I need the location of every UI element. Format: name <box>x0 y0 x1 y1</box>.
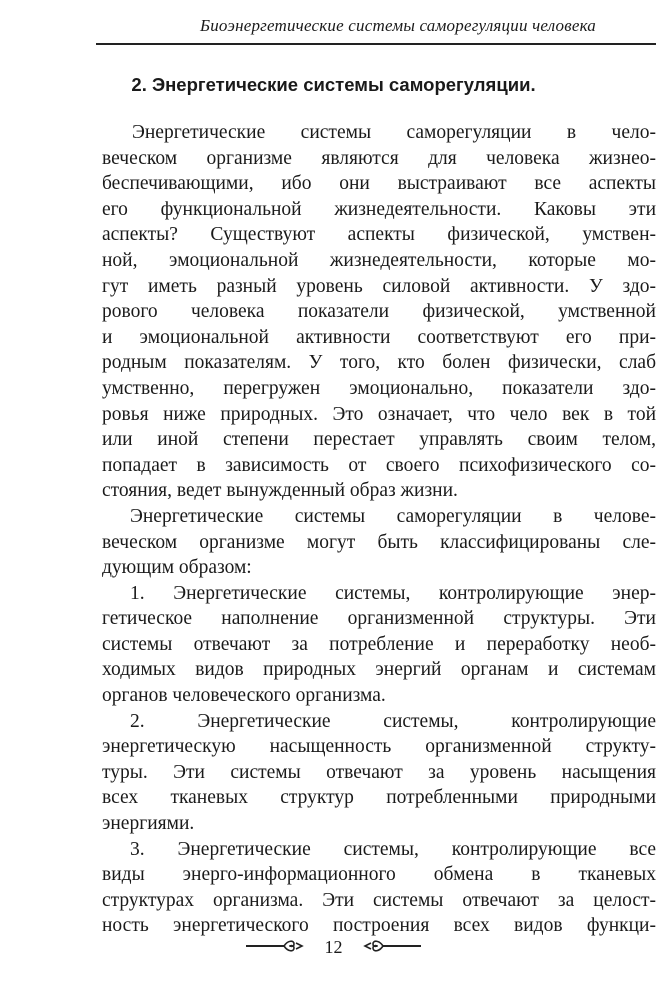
text-line: рового человека показатели физической, умственной <box>102 301 656 323</box>
left-ornament-icon <box>244 937 306 958</box>
text-line: всех тканевых структур потребленными природными <box>102 787 656 809</box>
text-line: 1. Энергетические системы, контролирующие энер- <box>130 582 656 604</box>
section-title: 2. Энергетические системы саморегуляции. <box>131 74 536 95</box>
text-line: веческом организме являются для человека жизнео- <box>102 147 656 169</box>
text-line: аспекты? Существуют аспекты физической, умствен- <box>102 224 656 246</box>
text-line: ходимых видов природных энергий органам и системам <box>102 659 656 681</box>
text-line: или иной степени перестает управлять своим телом, <box>102 429 656 451</box>
text-line: 3. Энергетические системы, контролирующие все <box>130 838 656 860</box>
text-line: беспечивающими, ибо они выстраивают все аспекты <box>102 173 656 195</box>
text-line: стояния, ведет вынужденный образ жизни. <box>102 480 458 502</box>
text-line: 2. Энергетические системы, контролирующие <box>130 710 656 732</box>
text-line: дующим образом: <box>102 557 252 579</box>
text-line: гетическое наполнение организменной структуры. Эти <box>102 608 656 630</box>
text-line: попадает в зависимость от своего психофизического со- <box>102 454 656 476</box>
text-line: ность энергетического построения всех видов функци- <box>102 915 656 937</box>
text-line: веческом организме могут быть классифицированы сле- <box>102 531 656 553</box>
text-line: энергиями. <box>102 813 195 835</box>
text-line: Энергетические системы саморегуляции в чело- <box>132 122 656 143</box>
text-line: гут иметь разный уровень силовой активности. У здо- <box>102 275 656 297</box>
right-ornament-icon <box>361 937 423 958</box>
running-head: Биоэнергетические системы саморегуляции человека <box>199 16 596 35</box>
text-line: системы отвечают за потребление и переработку необ- <box>102 633 656 655</box>
text-line: умственно, перегружен эмоционально, показатели здо- <box>102 377 656 399</box>
text-line: структурах организма. Эти системы отвечают за целост- <box>102 889 656 911</box>
page-footer <box>0 936 667 958</box>
text-line: органов человеческого организма. <box>102 685 386 707</box>
text-line: туры. Эти системы отвечают за уровень насыщения <box>102 761 656 783</box>
text-line: энергетическую насыщенность организменной структу- <box>102 736 656 758</box>
page-number: 12 <box>324 937 343 958</box>
text-line: Энергетические системы саморегуляции в челове- <box>130 505 656 527</box>
body-text <box>102 120 656 939</box>
text-line: ровья ниже природных. Это означает, что чело век в той <box>102 403 656 425</box>
text-line: его функциональной жизнедеятельности. Каковы эти <box>102 198 656 220</box>
text-line: виды энерго-информационного обмена в тканевых <box>102 864 656 886</box>
text-line: ной, эмоциональной жизнедеятельности, которые мо- <box>102 249 656 271</box>
text-line: и эмоциональной активности соответствуют его при- <box>102 326 656 348</box>
text-line: родным показателям. У того, кто болен физически, слаб <box>102 352 656 374</box>
header-rule <box>96 43 656 45</box>
